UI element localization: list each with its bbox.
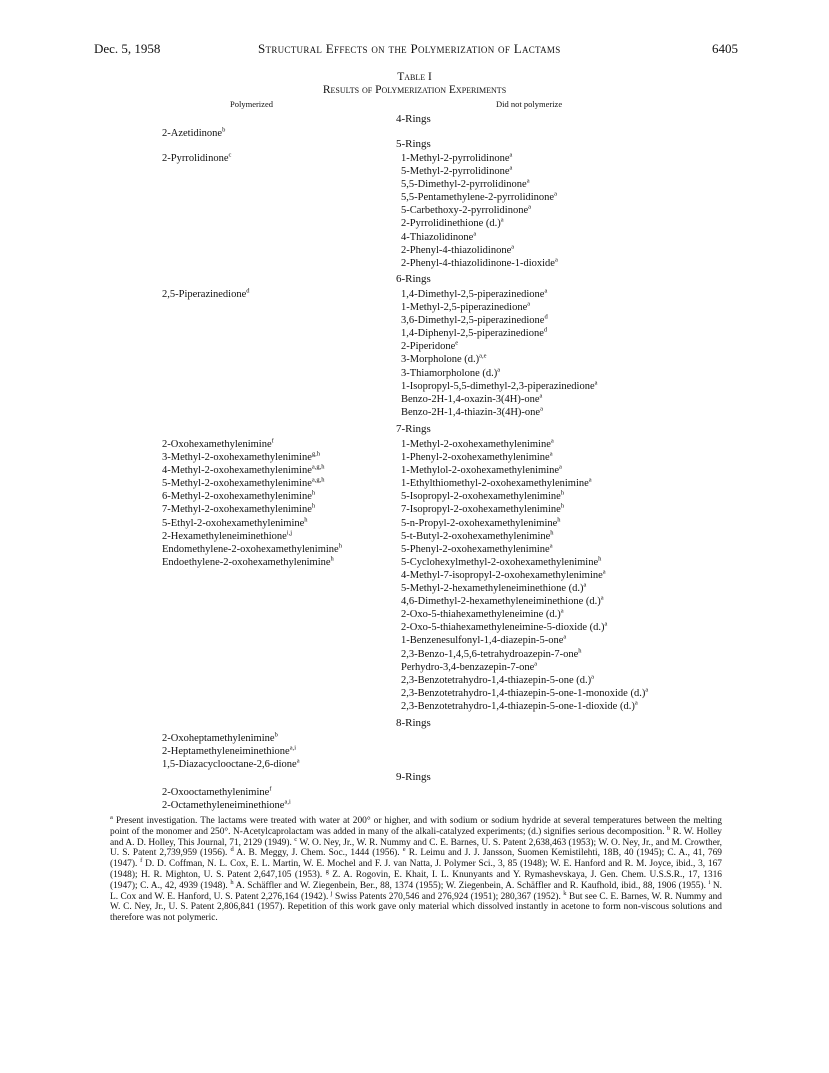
compound-name: 7-Methyl-2-oxohexamethylenimine	[162, 504, 312, 516]
compound-name: 2,3-Benzotetrahydro-1,4-thiazepin-5-one (d.)	[401, 674, 592, 686]
compound-name: 1-Methyl-2,5-piperazinedione	[401, 302, 528, 314]
table-entry	[162, 127, 225, 140]
footnote-text: A. Schäffler and W. Ziegenbein, Ber., 88, 1374 (1955); W. Ziegenbein, A. Schäffler and R. Kaufhold, ibid., 88, 1906 (1955).	[233, 880, 709, 891]
table-entry	[401, 634, 648, 647]
table-entry	[162, 799, 291, 812]
table-entry	[401, 340, 598, 353]
table-entry	[162, 556, 342, 569]
footnote-ref: a	[563, 633, 567, 641]
compound-name: 1,4-Diphenyl-2,5-piperazinedione	[401, 328, 544, 340]
polymerized-list	[162, 288, 250, 301]
compound-name: 2,5-Piperazinedione	[162, 289, 247, 300]
table-entry	[162, 758, 300, 771]
footnote-mark: c	[294, 835, 298, 843]
polymerized-list	[162, 438, 342, 569]
compound-name: Endoethylene-2-oxohexamethylenimine	[162, 556, 331, 568]
compound-name: 4,6-Dimethyl-2-hexamethyleneiminethione (d.)	[401, 596, 601, 608]
footnote-mark: h	[230, 878, 234, 886]
compound-name: 1-Ethylthiomethyl-2-oxohexamethylenimine	[401, 478, 589, 490]
footnote-ref: a	[591, 673, 594, 681]
compound-name: 1-Methyl-2-pyrrolidinone	[401, 153, 510, 164]
compound-name: Benzo-2H-1,4-oxazin-3(4H)-one	[401, 393, 540, 405]
compound-name: 2-Pyrrolidinethione (d.)	[401, 218, 501, 230]
footnote-ref: a	[509, 164, 513, 172]
compound-name: Endomethylene-2-oxohexamethylenimine	[162, 543, 339, 555]
footnote-ref: h	[578, 647, 582, 654]
table-entry	[401, 393, 598, 406]
footnote-ref: f	[269, 785, 272, 793]
compound-name: 3-Thiamorpholone (d.)	[401, 367, 498, 379]
compound-name: 2-Octamethyleneiminethione	[162, 800, 285, 812]
table-entry	[401, 517, 648, 530]
footnote-text: R. Leimu and J. J. Jansson, Suomen Kemistilehti, 18B, 40 (1945); C. A., 41, 769 (1947).	[110, 848, 722, 870]
footnotes	[110, 813, 722, 924]
footnote-ref: a	[560, 607, 564, 615]
compound-name: 1-Phenyl-2-oxohexamethylenimine	[401, 452, 550, 464]
footnote-mark: k	[563, 889, 567, 897]
table-entry	[162, 438, 342, 451]
footnote-ref: e	[455, 339, 459, 347]
table-entry	[401, 648, 648, 661]
footnote-ref: a	[497, 366, 501, 374]
compound-name: 5,5-Dimethyl-2-pyrrolidinone	[401, 179, 527, 191]
compound-name: 2-Oxohexamethylenimine	[162, 439, 272, 450]
footnote	[230, 878, 709, 891]
compound-name: 2-Phenyl-4-thiazolidinone-1-dioxide	[401, 257, 555, 269]
compound-name: 1-Methyl-2-oxohexamethylenimine	[401, 439, 551, 450]
compound-name: 2-Hexamethyleneiminethione	[162, 530, 287, 542]
table-entry	[401, 257, 558, 270]
compound-name: 5-Methyl-2-oxohexamethylenimine	[162, 478, 312, 490]
table-entry	[401, 687, 648, 700]
footnote-ref: a	[645, 686, 649, 694]
footnote-ref: h	[550, 529, 554, 537]
footnote-ref: c	[228, 151, 232, 159]
footnote-ref: h	[304, 516, 308, 524]
footnote-ref: f	[271, 437, 274, 445]
footnote-text: D. D. Coffman, N. L. Cox, E. L. Martin, W. E. Mochel and F. J. van Natta, J. Polymer Sci., 3, 85 (1948); W. E. Hanford and R. M. Joyce, ibid., 3, 167 (1948); H. R. Mighton, U. S. Patent 2,647,105 (1953).	[110, 859, 722, 880]
compound-name: 5-n-Propyl-2-oxohexamethylenimine	[401, 517, 558, 529]
column-header-not-polymerized: Did not polymerize	[496, 99, 563, 109]
compound-name: 2,3-Benzo-1,4,5,6-tetrahydroazepin-7-one	[401, 648, 579, 660]
table-entry	[401, 608, 648, 621]
footnote-ref: a	[588, 476, 592, 484]
section-heading: 9-Rings	[396, 771, 431, 783]
table-entry	[401, 353, 598, 366]
compound-name: 2-Piperidone	[401, 341, 456, 353]
footnote-ref: a	[500, 216, 504, 224]
footnote-ref: h	[560, 502, 565, 510]
table-entry	[401, 288, 598, 301]
footnote-ref: a	[549, 542, 553, 550]
footnote-ref: g,h	[311, 450, 321, 458]
table-entry	[162, 517, 342, 530]
footnote-text: Present investigation. The lactams were treated with water at 200° or higher, and with sodium or sodium hydride at several temperatures between the melting point of the monomer and 250°. N-Acetylcaprolactam was added in many of the alkali-catalyzed experiments; (d.) signifies serious decomposition.	[110, 816, 722, 837]
section-heading: 5-Rings	[396, 138, 431, 150]
footnote-ref: a	[604, 620, 608, 628]
footnote-ref: a,g,h	[311, 476, 325, 484]
footnote-ref: a	[528, 203, 532, 211]
table-entry	[401, 700, 648, 713]
table-entry	[162, 732, 300, 745]
compound-name: 5-Cyclohexylmethyl-2-oxohexamethylenimine	[401, 556, 599, 568]
footnote-ref: a	[559, 463, 562, 471]
footnote-mark: j	[330, 889, 333, 897]
footnote-ref: a	[600, 594, 604, 602]
table-entry	[401, 569, 648, 582]
compound-name: 3-Methyl-2-oxohexamethylenimine	[162, 452, 312, 464]
compound-name: 3,6-Dimethyl-2,5-piperazinedione	[401, 315, 545, 327]
footnote-ref: a	[534, 660, 538, 668]
table-entry	[162, 477, 342, 490]
compound-name: 7-Isopropyl-2-oxohexamethylenimine	[401, 504, 561, 516]
footnote-mark: f	[140, 857, 143, 865]
footnote-ref: a	[511, 243, 515, 251]
compound-name: 1,4-Dimethyl-2,5-piperazinedione	[401, 289, 545, 300]
table-entry	[162, 288, 250, 301]
table-entry	[401, 367, 598, 380]
table-entry	[401, 674, 648, 687]
table-entry	[162, 503, 342, 516]
footnote-mark: i	[708, 878, 711, 886]
footnote-ref: d	[544, 313, 548, 321]
footnote-ref: a	[602, 568, 606, 576]
footnote-ref: a	[634, 699, 638, 707]
compound-name: 2-Oxoheptamethylenimine	[162, 733, 275, 744]
compound-name: 2-Oxo-5-thiahexamethyleneimine (d.)	[401, 609, 561, 621]
footnote-mark: g	[325, 867, 329, 875]
table-number: Table I	[397, 71, 432, 83]
column-header-polymerized: Polymerized	[230, 99, 273, 109]
table-entry	[401, 503, 648, 516]
footnote-text: Z. A. Rogovin, E. Khait, I. L. Knunyants and Y. Rymashevskaya, J. Gen. Chem. U.S.S.R., 17, 1316 (1947); C. A., 42, 4939 (1948).	[110, 869, 722, 891]
table-entry	[401, 152, 558, 165]
footnote-ref: a,i	[284, 798, 291, 806]
table-entry	[162, 152, 231, 165]
footnote	[230, 848, 402, 858]
table-entry	[401, 327, 598, 340]
footnote-ref: h	[311, 502, 316, 510]
section-heading: 6-Rings	[396, 273, 431, 285]
table-entry	[401, 451, 648, 464]
compound-name: Benzo-2H-1,4-thiazin-3(4H)-one	[401, 406, 541, 418]
compound-name: 2-Oxo-5-thiahexamethyleneimine-5-dioxide (d.)	[401, 622, 605, 634]
footnote-ref: h	[598, 555, 602, 563]
table-entry	[401, 582, 648, 595]
table-entry	[401, 301, 598, 314]
table-entry	[401, 165, 558, 178]
footnote	[110, 813, 722, 837]
footnote-text: A. B. Meggy, J. Chem. Soc., 1444 (1956).	[233, 848, 403, 859]
footnote-ref: a	[549, 450, 553, 458]
footnote-mark: d	[230, 846, 234, 854]
table-entry	[401, 477, 648, 490]
footnote-ref: a,i	[289, 744, 297, 752]
footnote-ref: a	[526, 177, 530, 185]
footnote-ref: h	[311, 489, 316, 497]
footnote-text: But see C. E. Barnes, W. R. Nummy and W. C. Ney, Jr., U. S. Patent 2,806,841 (1957). Repetition of this work gave only material which dissolved instantly in acetone to form non-viscous solutions and therefore was not polymeric.	[110, 891, 722, 924]
table-entry	[401, 217, 558, 230]
footnote-ref: a	[550, 437, 554, 445]
compound-name: 4-Methyl-2-oxohexamethylenimine	[162, 465, 312, 477]
footnote-ref: a	[509, 151, 513, 159]
footnote-ref: b	[274, 731, 278, 739]
compound-name: 6-Methyl-2-oxohexamethylenimine	[162, 491, 312, 503]
compound-name: 2-Pyrrolidinone	[162, 153, 229, 164]
compound-name: Perhydro-3,4-benzazepin-7-one	[401, 661, 535, 673]
footnote-text: Swiss Patents 270,546 and 276,924 (1951); 280,367 (1952).	[332, 891, 564, 902]
table-entry	[162, 464, 342, 477]
table-entry	[162, 530, 342, 543]
table-entry	[401, 231, 558, 244]
footnote-ref: a	[583, 581, 587, 589]
polymerized-list	[162, 127, 225, 140]
table-entry	[162, 451, 342, 464]
compound-name: 5-Methyl-2-hexamethyleneiminethione (d.)	[401, 583, 584, 595]
footnote-ref: h	[557, 516, 561, 524]
table-entry	[401, 406, 598, 419]
polymerized-list	[162, 786, 291, 812]
section-heading: 4-Rings	[396, 113, 431, 125]
compound-name: 5-Methyl-2-pyrrolidinone	[401, 166, 510, 178]
not-polymerized-list	[401, 152, 558, 270]
footnote-text: W. O. Ney, Jr., W. R. Nummy and C. E. Barnes, U. S. Patent 2,638,463 (1953); W. O. Ney, Jr., and M. Crowther, U. S. Patent 2,739,959 (1956).	[110, 837, 722, 859]
table-entry	[401, 595, 648, 608]
compound-name: 5-Isopropyl-2-oxohexamethylenimine	[401, 491, 561, 503]
table-entry	[401, 530, 648, 543]
footnote-mark: b	[667, 824, 671, 832]
table-entry	[401, 621, 648, 634]
compound-name: 4-Thiazolidinone	[401, 231, 474, 243]
header-page-number: 6405	[712, 41, 738, 56]
compound-name: 2-Phenyl-4-thiazolidinone	[401, 244, 512, 256]
footnote-mark: a	[110, 813, 113, 821]
not-polymerized-list	[401, 288, 598, 419]
section-heading: 7-Rings	[396, 423, 431, 435]
table-entry	[401, 380, 598, 393]
table-entry	[162, 490, 342, 503]
compound-name: 1-Isopropyl-5,5-dimethyl-2,3-piperazinedione	[401, 380, 595, 392]
table-entry	[401, 178, 558, 191]
footnote-ref: a	[473, 230, 477, 238]
table-entry	[401, 191, 558, 204]
footnote-text: R. W. Holley and A. D. Holley, This Journal, 71, 2129 (1949).	[110, 826, 722, 848]
compound-name: 2,3-Benzotetrahydro-1,4-thiazepin-5-one-1-dioxide (d.)	[401, 700, 635, 712]
polymerized-list	[162, 732, 300, 771]
footnote-text: N. L. Cox and W. E. Hanford, U. S. Patent 2,276,164 (1942).	[110, 880, 722, 902]
table-entry	[401, 464, 648, 477]
compound-name: 3-Morpholone (d.)	[401, 354, 480, 366]
compound-name: 1-Methylol-2-oxohexamethylenimine	[401, 465, 560, 477]
footnote-ref: d	[246, 287, 250, 295]
footnote	[330, 889, 564, 902]
compound-name: 5-Carbethoxy-2-pyrrolidinone	[401, 205, 529, 217]
polymerized-list	[162, 152, 231, 165]
compound-name: 2-Oxooctamethylenimine	[162, 787, 270, 798]
footnote-ref: a	[296, 757, 300, 765]
table-entry	[401, 543, 648, 556]
footnote-ref: a	[539, 392, 543, 400]
footnote-ref: h	[560, 489, 565, 497]
compound-name: 5,5-Pentamethylene-2-pyrrolidinone	[401, 192, 555, 204]
footnote-mark: e	[402, 846, 406, 854]
table-entry	[401, 438, 648, 451]
header-running-title: Structural Effects on the Polymerization of Lactams	[258, 41, 561, 56]
footnote-ref: a	[554, 190, 557, 198]
footnote-ref: a	[544, 287, 548, 295]
footnote-ref: a	[594, 379, 598, 387]
header-date: Dec. 5, 1958	[94, 41, 161, 56]
footnote-ref: d	[543, 326, 548, 334]
table-entry	[401, 314, 598, 327]
footnote-ref: a	[540, 405, 543, 413]
compound-name: 5-t-Butyl-2-oxohexamethylenimine	[401, 530, 551, 542]
footnote-ref: a	[527, 300, 531, 308]
compound-name: 2-Azetidinone	[162, 128, 223, 139]
compound-name: 5-Ethyl-2-oxohexamethylenimine	[162, 517, 305, 529]
table-entry	[162, 786, 291, 799]
footnote-ref: a,g,h	[311, 463, 325, 471]
compound-name: 2-Heptamethyleneiminethione	[162, 746, 290, 758]
table-entry	[401, 490, 648, 503]
footnote-ref: a,e	[479, 352, 487, 360]
compound-name: 1-Benzenesulfonyl-1,4-diazepin-5-one	[401, 635, 564, 647]
footnote-ref: b	[222, 126, 226, 134]
compound-name: 5-Phenyl-2-oxohexamethylenimine	[401, 543, 550, 555]
not-polymerized-list	[401, 438, 648, 713]
footnote-ref: i,j	[286, 529, 293, 537]
footnote-ref: h	[338, 542, 342, 550]
compound-name: 1,5-Diazacyclooctane-2,6-dione	[162, 759, 297, 771]
table-entry	[401, 204, 558, 217]
table-entry	[162, 745, 300, 758]
table-entry	[401, 661, 648, 674]
table-entry	[401, 556, 648, 569]
footnote-ref: h	[330, 555, 334, 563]
footnote-ref: a	[554, 256, 558, 264]
compound-name: 2,3-Benzotetrahydro-1,4-thiazepin-5-one-1-monoxide (d.)	[401, 687, 646, 699]
table-title: Results of Polymerization Experiments	[322, 84, 507, 96]
compound-name: 4-Methyl-7-isopropyl-2-oxohexamethylenimine	[401, 569, 603, 581]
section-heading: 8-Rings	[396, 717, 431, 729]
table-entry	[401, 244, 558, 257]
table-entry	[162, 543, 342, 556]
